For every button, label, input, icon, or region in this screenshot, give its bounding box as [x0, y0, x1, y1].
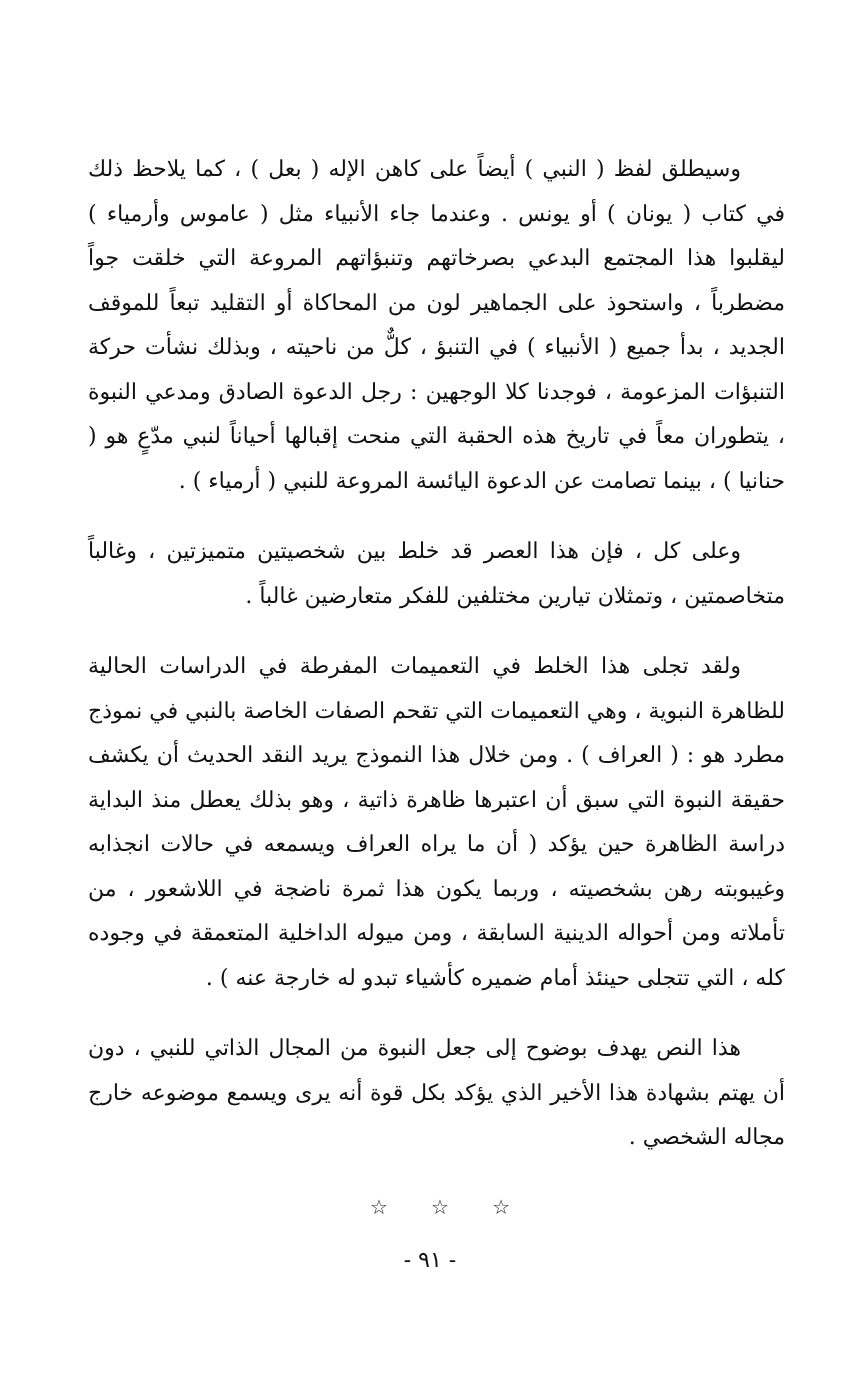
star-separator: [370, 1192, 510, 1222]
paragraph-4: هذا النص يهدف بوضوح إلى جعل النبوة من المجال الذاتي للنبي ، دون أن يهتم بشهادة هذا الأخير الذي يؤكد بكل قوة أنه يرى ويسمع موضوعه خارج مجاله الشخصي .: [88, 1036, 785, 1150]
star-icon: ☆: [370, 1195, 388, 1219]
paragraph-1: وسيطلق لفظ ( النبي ) أيضاً على كاهن الإله ( بعل ) ، كما يلاحظ ذلك في كتاب ( يونان ) أو يونس . وعندما جاء الأنبياء مثل ( عاموس وأرمياء ) ليقلبوا هذا المجتمع البدعي بصرخاتهم وتنبؤاتهم المروعة التي خلقت جواً مضطرباً ، واستحوذ على الجماهير لون من المحاكاة أو التقليد تبعاً للموقف الجديد ، بدأ جميع ( الأنبياء ) في التنبؤ ، كلٌّ من ناحيته ، وبذلك نشأت حركة التنبؤات المزعومة ، فوجدنا كلا الوجهين : رجل الدعوة الصادق ومدعي النبوة ، يتطوران معاً في تاريخ هذه الحقبة التي منحت إقبالها أحياناً لنبي مدّعٍ هو ( حنانيا ) ، بينما تصامت عن الدعوة اليائسة المروعة للنبي ( أرمياء ) .: [88, 157, 785, 494]
paragraph-2: وعلى كل ، فإن هذا العصر قد خلط بين شخصيتين متميزتين ، وغالباً متخاصمتين ، وتمثلان تيارين مختلفين للفكر متعارضين غالباً .: [88, 539, 785, 609]
body-text: [88, 148, 785, 1161]
page-number: - ٩١ -: [403, 1248, 457, 1273]
paragraph-3: ولقد تجلى هذا الخلط في التعميمات المفرطة في الدراسات الحالية للظاهرة النبوية ، وهي التعميمات التي تقحم الصفات الخاصة بالنبي في نموذج مطرد هو : ( العراف ) . ومن خلال هذا النموذج يريد النقد الحديث أن يكشف حقيقة النبوة التي سبق أن اعتبرها ظاهرة ذاتية ، وهو بذلك يعطل منذ البداية دراسة الظاهرة حين يؤكد ( أن ما يراه العراف ويسمعه في حالات انجذابه وغيبوبته رهن بشخصيته ، وربما يكون هذا ثمرة ناضجة في اللاشعور ، من تأملاته ومن أحواله الدينية السابقة ، ومن ميوله الداخلية المتعمقة في وجوده كله ، التي تتجلى حينئذ أمام ضميره كأشياء تبدو له خارجة عنه ) .: [88, 654, 785, 991]
star-icon: ☆: [431, 1195, 449, 1219]
star-icon: ☆: [492, 1195, 510, 1219]
